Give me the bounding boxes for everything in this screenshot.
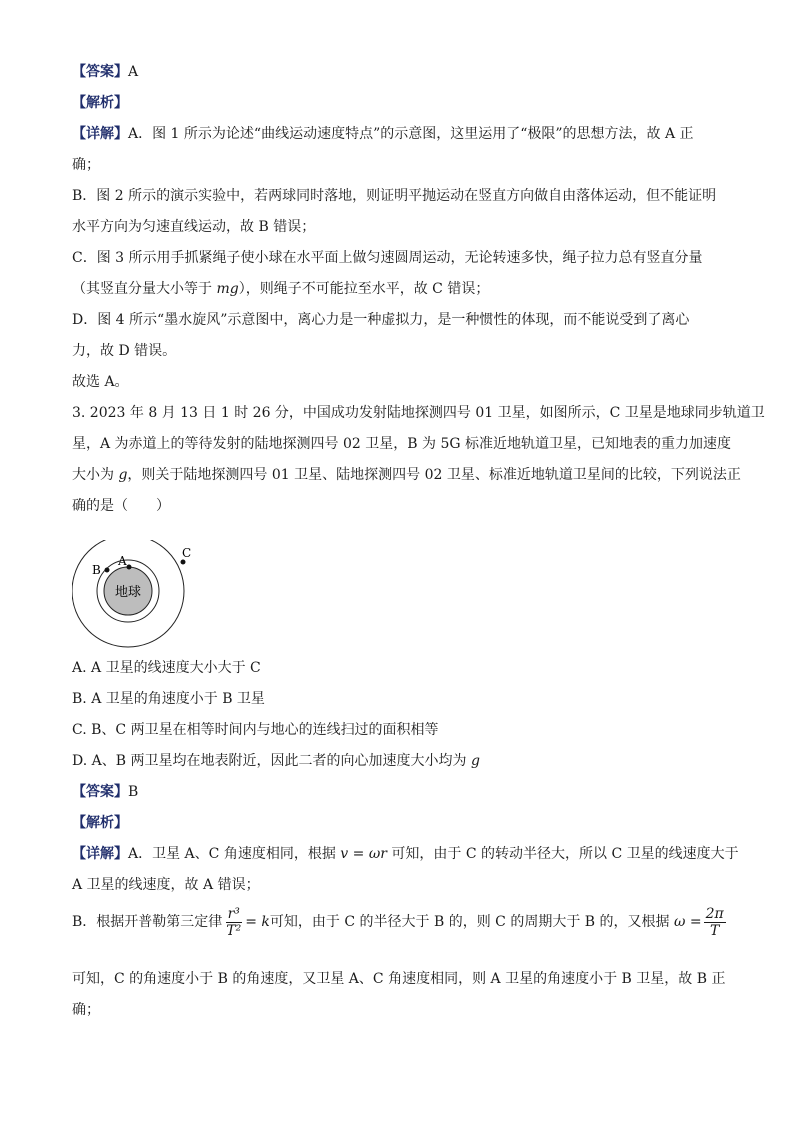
kepler-fraction	[224, 906, 243, 939]
analysis-tag: 【解析】	[72, 815, 128, 831]
answer-tag: 【答案】	[72, 64, 128, 80]
detail-line-6	[72, 279, 489, 299]
detail-line-4: 水平方向为匀速直线运动，故 B 错误；	[72, 219, 316, 235]
analysis-heading-1	[72, 93, 128, 113]
math-eq: = k	[245, 914, 270, 930]
math-mg: mg	[216, 281, 239, 297]
question-line-3	[72, 465, 741, 485]
fraction-numerator: r³	[227, 905, 240, 922]
satellite-a	[127, 565, 132, 570]
answer-value: A	[128, 64, 139, 80]
answer-tag: 【答案】	[72, 784, 128, 800]
detail-line-8: 力，故 D 错误。	[72, 343, 177, 359]
option-d	[72, 751, 480, 771]
earth-label: 地球	[114, 585, 142, 600]
math-formula: v = ωr	[340, 846, 387, 862]
text-part: （其竖直分量大小等于	[72, 281, 217, 297]
text-part: ），则绳子不可能拉至水平，故 C 错误；	[238, 281, 490, 297]
solution-line-2: A 卫星的线速度，故 A 错误；	[72, 877, 260, 893]
text-part: D. A、B 两卫星均在地表附近，因此二者的向心加速度大小均为	[72, 753, 471, 769]
detail-text: A．图 1 所示为论述“曲线运动速度特点”的示意图，这里运用了“极限”的思想方法，故 A 正	[128, 126, 694, 142]
detail-tag: 【详解】	[72, 126, 128, 142]
option-c: C. B、C 两卫星在相等时间内与地心的连线扫过的面积相等	[72, 722, 439, 738]
text-part: 可知，由于 C 的半径大于 B 的，则 C 的周期大于 B 的，又根据	[269, 914, 674, 930]
solution-line-4: 可知，C 的角速度小于 B 的角速度，又卫星 A、C 角速度相同，则 A 卫星的角速度小于 B 卫星，故 B 正	[72, 971, 726, 987]
solution-line-3	[72, 905, 728, 939]
question-line-1: 3. 2023 年 8 月 13 日 1 时 26 分，中国成功发射陆地探测四号 01 卫星，如图所示，C 卫星是地球同步轨道卫	[72, 405, 765, 421]
solution-line-5: 确；	[72, 1002, 100, 1018]
answer-line-1	[72, 62, 138, 82]
text-part: 可知，由于 C 的转动半径大，所以 C 卫星的线速度大于	[386, 846, 739, 862]
text-part: 大小为	[72, 467, 119, 483]
math-g: g	[118, 467, 128, 483]
fraction-denominator: T²	[226, 922, 242, 939]
math-g: g	[470, 753, 480, 769]
orbit-diagram	[72, 540, 202, 650]
detail-line-7: D．图 4 所示“墨水旋风”示意图中，离心力是一种虚拟力，是一种惯性的体现，而不能说受到了离心	[72, 312, 690, 328]
label-a: A	[118, 554, 127, 568]
label-b: B	[92, 563, 101, 577]
detail-tag: 【详解】	[72, 846, 128, 862]
detail-line-2: 确；	[72, 157, 100, 173]
question-line-4: 确的是（ ）	[72, 498, 170, 514]
label-c: C	[182, 546, 192, 560]
analysis-heading-2	[72, 813, 128, 833]
orbit-figure	[72, 540, 202, 650]
question-line-2: 星，A 为赤道上的等待发射的陆地探测四号 02 卫星，B 为 5G 标准近地轨道卫星，已知地表的重力加速度	[72, 436, 732, 452]
analysis-tag: 【解析】	[72, 95, 128, 111]
satellite-b	[105, 568, 110, 573]
solution-line-1	[72, 844, 739, 864]
text-part: ，则关于陆地探测四号 01 卫星、陆地探测四号 02 卫星、标准近地轨道卫星间的比较，下列说法正	[127, 467, 741, 483]
detail-line-1	[72, 124, 694, 144]
detail-line-9: 故选 A。	[72, 374, 129, 390]
math-omega: ω =	[673, 914, 702, 930]
satellite-c	[181, 560, 186, 565]
text-part: A．卫星 A、C 角速度相同，根据	[128, 846, 341, 862]
detail-line-5: C．图 3 所示用手抓紧绳子使小球在水平面上做匀速圆周运动，无论转速多快，绳子拉力总有竖直分量	[72, 250, 703, 266]
answer-line-2	[72, 782, 138, 802]
option-a: A. A 卫星的线速度大小大于 C	[72, 660, 261, 676]
text-part: B．根据开普勒第三定律	[72, 914, 223, 930]
detail-line-3: B．图 2 所示的演示实验中，若两球同时落地，则证明平抛运动在竖直方向做自由落体运动，但不能证明	[72, 188, 717, 204]
fraction-denominator: T	[709, 922, 720, 939]
option-b: B. A 卫星的角速度小于 B 卫星	[72, 691, 265, 707]
fraction-numerator: 2π	[705, 905, 724, 922]
omega-fraction	[704, 906, 726, 939]
answer-value: B	[128, 784, 139, 800]
